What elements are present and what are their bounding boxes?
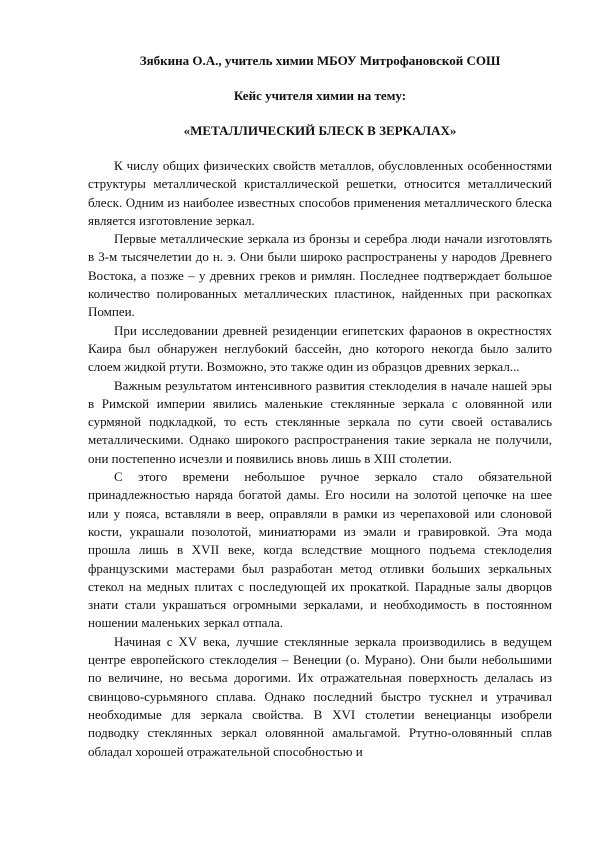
document-body xyxy=(88,157,552,761)
paragraph: При исследовании древней резиденции египетских фараонов в окрестностях Каира был обнаружен неглубокий бассейн, дно которого некогда было залито слоем жидкой ртути. Возможно, это также один из образцов древних зеркал... xyxy=(88,322,552,375)
paragraph: Первые металлические зеркала из бронзы и серебра люди начали изготовлять в 3-м тысячелетии до н. э. Они были широко распространены у народов Древнего Востока, а позже – у древних греков и римлян. Последнее подтверждает большое количество полированных металлических пластинок, найденных при раскопках Помпеи. xyxy=(88,231,552,320)
document-title: «МЕТАЛЛИЧЕСКИЙ БЛЕСК В ЗЕРКАЛАХ» xyxy=(183,123,457,138)
document-subtitle: Кейс учителя химии на тему: xyxy=(233,88,407,103)
paragraph: Важным результатом интенсивного развития стеклоделия в начале нашей эры в Римской империи явились маленькие стеклянные зеркала с оловянной или сурмяной подкладкой, то есть стеклянные зеркала по сути своей оставались металлическими. Однако широкого распространения такие зеркала не получили, они постепенно исчезли и появились вновь лишь в XIII столетии. xyxy=(88,377,552,466)
paragraph: К числу общих физических свойств металлов, обусловленных особенностями структуры металлической кристаллической решетки, относится металлический блеск. Одним из наиболее известных способов применения металлического блеска является изготовление зеркал. xyxy=(88,158,552,228)
document-page xyxy=(88,52,552,832)
paragraph: С этого времени небольшое ручное зеркало стало обязательной принадлежностью наряда богатой дамы. Его носили на золотой цепочке на шее или у пояса, вставляли в веер, оправляли в рамки из черепаховой или слоновой кости, украшали позолотой, миниатюрами из эмали и гравировкой. Эта мода прошла лишь в XVII веке, когда вследствие мощного подъема стеклоделия французскими мастерами был разработан метод отливки больших зеркальных стекол на медных плитах с последующей их прокаткой. Парадные залы дворцов знати стали украшаться огромными зеркалами, и необходимость в постоянном ношении маленьких зеркал отпала. xyxy=(88,469,552,631)
paragraph: Начиная с XV века, лучшие стеклянные зеркала производились в ведущем центре европейского стеклоделия – Венеции (о. Мурано). Они были небольшими по величине, но весьма дорогими. Их отражательная поверхность делалась из свинцово-сурьмяного сплава. Однако последний быстро тускнел и утрачивал необходимые для зеркала свойства. В XVI столетии венецианцы изобрели подводку стеклянных зеркал оловянной амальгамой. Ртутно-оловянный сплав обладал хорошей отражательной способностью и xyxy=(88,633,552,759)
author-line: Зябкина О.А., учитель химии МБОУ Митрофановской СОШ xyxy=(139,53,501,68)
